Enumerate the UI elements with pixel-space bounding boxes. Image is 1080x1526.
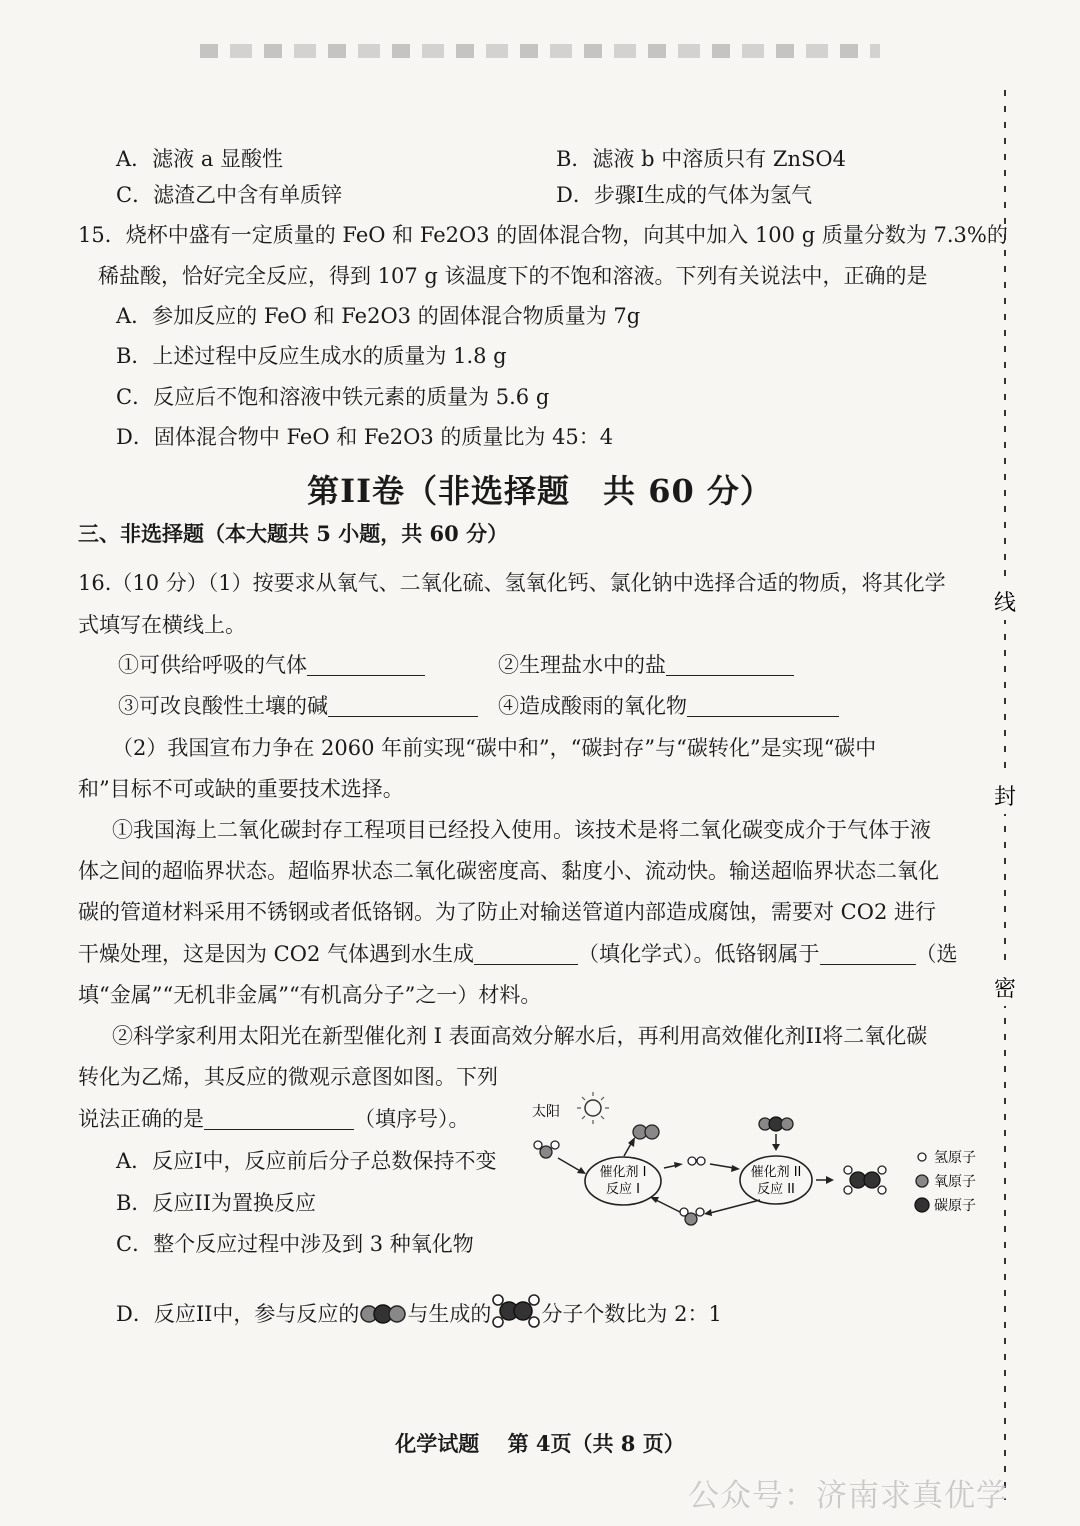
item1-label: ①可供给呼吸的气体: [118, 653, 307, 677]
line4-text-a: 干燥处理，这是因为 CO2 气体遇到水生成: [78, 942, 474, 966]
q16-option-c: C．整个反应过程中涉及到 3 种氧化物: [116, 1232, 474, 1256]
opt-d-post: 分子个数比为 2：1: [541, 1302, 722, 1326]
q16-fill-item2: [498, 650, 794, 680]
sun-icon: [577, 1092, 609, 1124]
q15-option-b: B．上述过程中反应生成水的质量为 1.8 g: [116, 344, 507, 368]
catalyst-2-label: 催化剂 II: [750, 1165, 802, 1180]
ethylene-molecule-icon: [491, 1293, 541, 1329]
arrow-water-out: [710, 1200, 760, 1213]
binding-mark-seal: 封: [993, 785, 1017, 810]
arrow-water-recycle: [656, 1200, 680, 1212]
q15-option-c: C．反应后不饱和溶液中铁元素的质量为 5.6 g: [116, 385, 550, 409]
co2-molecule-icon: [359, 1303, 407, 1325]
q16-part2-line2: 和”目标不可或缺的重要技术选择。: [78, 777, 404, 801]
q16-sub1-line4: [78, 939, 958, 969]
q16-option-a: A．反应I中，反应前后分子总数保持不变: [116, 1149, 497, 1173]
arrow-h2-in: [710, 1164, 734, 1168]
q16-sub2-line1: ②科学家利用太阳光在新型催化剂 I 表面高效分解水后，再利用高效催化剂II将二氧化碳: [112, 1024, 928, 1048]
q16-option-b: B．反应II为置换反应: [116, 1191, 317, 1215]
binding-line: [990, 90, 1020, 1500]
q16-sub2-line2: 转化为乙烯，其反应的微观示意图如图。下列: [78, 1065, 498, 1089]
arrow-water-in: [558, 1158, 582, 1172]
watermark: 公众号：济南求真优学: [688, 1478, 1008, 1514]
legend-o-icon: [916, 1175, 928, 1187]
q16-intro-line1: 16.（10 分）（1）按要求从氧气、二氧化硫、氢氧化钙、氯化钠中选择合适的物质，将其化学: [78, 571, 946, 595]
q16-fill-item1: [118, 650, 425, 680]
section-title: 第II卷（非选择题 共 60 分）: [307, 472, 773, 510]
catalyst-1-label: 催化剂 I: [599, 1165, 647, 1180]
q14-option-b: B．滤液 b 中溶质只有 ZnSO4: [556, 147, 846, 171]
q16-intro-line2: 式填写在横线上。: [78, 613, 246, 637]
q15-option-a: A．参加反应的 FeO 和 Fe2O3 的固体混合物质量为 7g: [116, 304, 641, 328]
q16-option-d: [116, 1293, 722, 1329]
item4-label: ④造成酸雨的氧化物: [498, 694, 687, 718]
line4-text-b: （填化学式）。低铬钢属于: [578, 942, 820, 966]
opt-d-mid: 与生成的: [407, 1302, 492, 1326]
legend-c-label: 碳原子: [934, 1198, 976, 1214]
opt-d-pre: D．反应II中，参与反应的: [116, 1302, 360, 1326]
reaction-2-label: 反应 II: [757, 1182, 795, 1197]
answer-blank-formula[interactable]: [474, 942, 578, 965]
q16-sub1-line3: 碳的管道材料采用不锈钢或者低铬钢。为了防止对输送管道内部造成腐蚀，需要对 CO2 进行: [78, 900, 936, 924]
legend-c-icon: [915, 1198, 929, 1212]
q16-fill-item3: [118, 691, 478, 721]
sun-label: 太阳: [532, 1104, 560, 1120]
scan-smudge: [200, 44, 880, 58]
q14-option-d: D．步骤I生成的气体为氢气: [556, 183, 813, 207]
q16-sub2-line3: [78, 1104, 470, 1134]
answer-blank-3[interactable]: [328, 694, 478, 717]
binding-mark-line: 线: [993, 591, 1017, 616]
reaction-diagram: [520, 1088, 990, 1233]
line3-text-b: （填序号）。: [354, 1107, 470, 1131]
q14-option-c: C．滤渣乙中含有单质锌: [116, 183, 343, 207]
water-molecule-out-icon: [680, 1208, 704, 1225]
q16-sub1-line2: 体之间的超临界状态。超临界状态二氧化碳密度高、黏度小、流动快。输送超临界状态二氧化: [78, 859, 939, 883]
q15-stem-line1: 15．烧杯中盛有一定质量的 FeO 和 Fe2O3 的固体混合物，向其中加入 100 g 质量分数为 7.3%的: [78, 223, 1008, 247]
item2-label: ②生理盐水中的盐: [498, 653, 666, 677]
legend-h-label: 氢原子: [934, 1150, 976, 1166]
legend-h-icon: [918, 1153, 926, 1161]
line3-text-a: 说法正确的是: [78, 1107, 204, 1131]
q15-stem-line2: 稀盐酸，恰好完全反应，得到 107 g 该温度下的不饱和溶液。下列有关说法中，正确的是: [98, 264, 928, 288]
answer-blank-4[interactable]: [687, 694, 839, 717]
answer-blank-1[interactable]: [307, 653, 425, 676]
q16-sub1-line1: ①我国海上二氧化碳封存工程项目已经投入使用。该技术是将二氧化碳变成介于气体于液: [112, 818, 931, 842]
q16-sub1-line5: 填“金属”“无机非金属”“有机高分子”之一）材料。: [78, 983, 542, 1007]
ethylene-product-icon: [844, 1166, 886, 1194]
answer-blank-choice[interactable]: [204, 1107, 354, 1130]
oxygen-molecule-icon: [633, 1125, 659, 1139]
answer-blank-material[interactable]: [820, 942, 916, 965]
binding-mark-close: 密: [993, 977, 1017, 1002]
section-heading: 三、非选择题（本大题共 5 小题，共 60 分）: [78, 521, 509, 546]
q16-fill-item4: [498, 691, 839, 721]
q16-part2-line1: （2）我国宣布力争在 2060 年前实现“碳中和”，“碳封存”与“碳转化”是实现“碳中: [112, 736, 877, 760]
q14-option-a: A．滤液 a 显酸性: [116, 147, 284, 171]
q15-option-d: D．固体混合物中 FeO 和 Fe2O3 的质量比为 45：4: [116, 425, 614, 449]
answer-blank-2[interactable]: [666, 653, 794, 676]
page-footer: 化学试题 第 4页（共 8 页）: [395, 1431, 685, 1456]
reaction-1-label: 反应 I: [606, 1182, 640, 1197]
legend-o-label: 氧原子: [934, 1174, 976, 1190]
hydrogen-molecule-icon: [688, 1157, 705, 1165]
co2-in-icon: [759, 1117, 793, 1131]
item3-label: ③可改良酸性土壤的碱: [118, 694, 328, 718]
line4-text-c: （选: [915, 942, 958, 966]
water-molecule-in-icon: [534, 1141, 559, 1158]
